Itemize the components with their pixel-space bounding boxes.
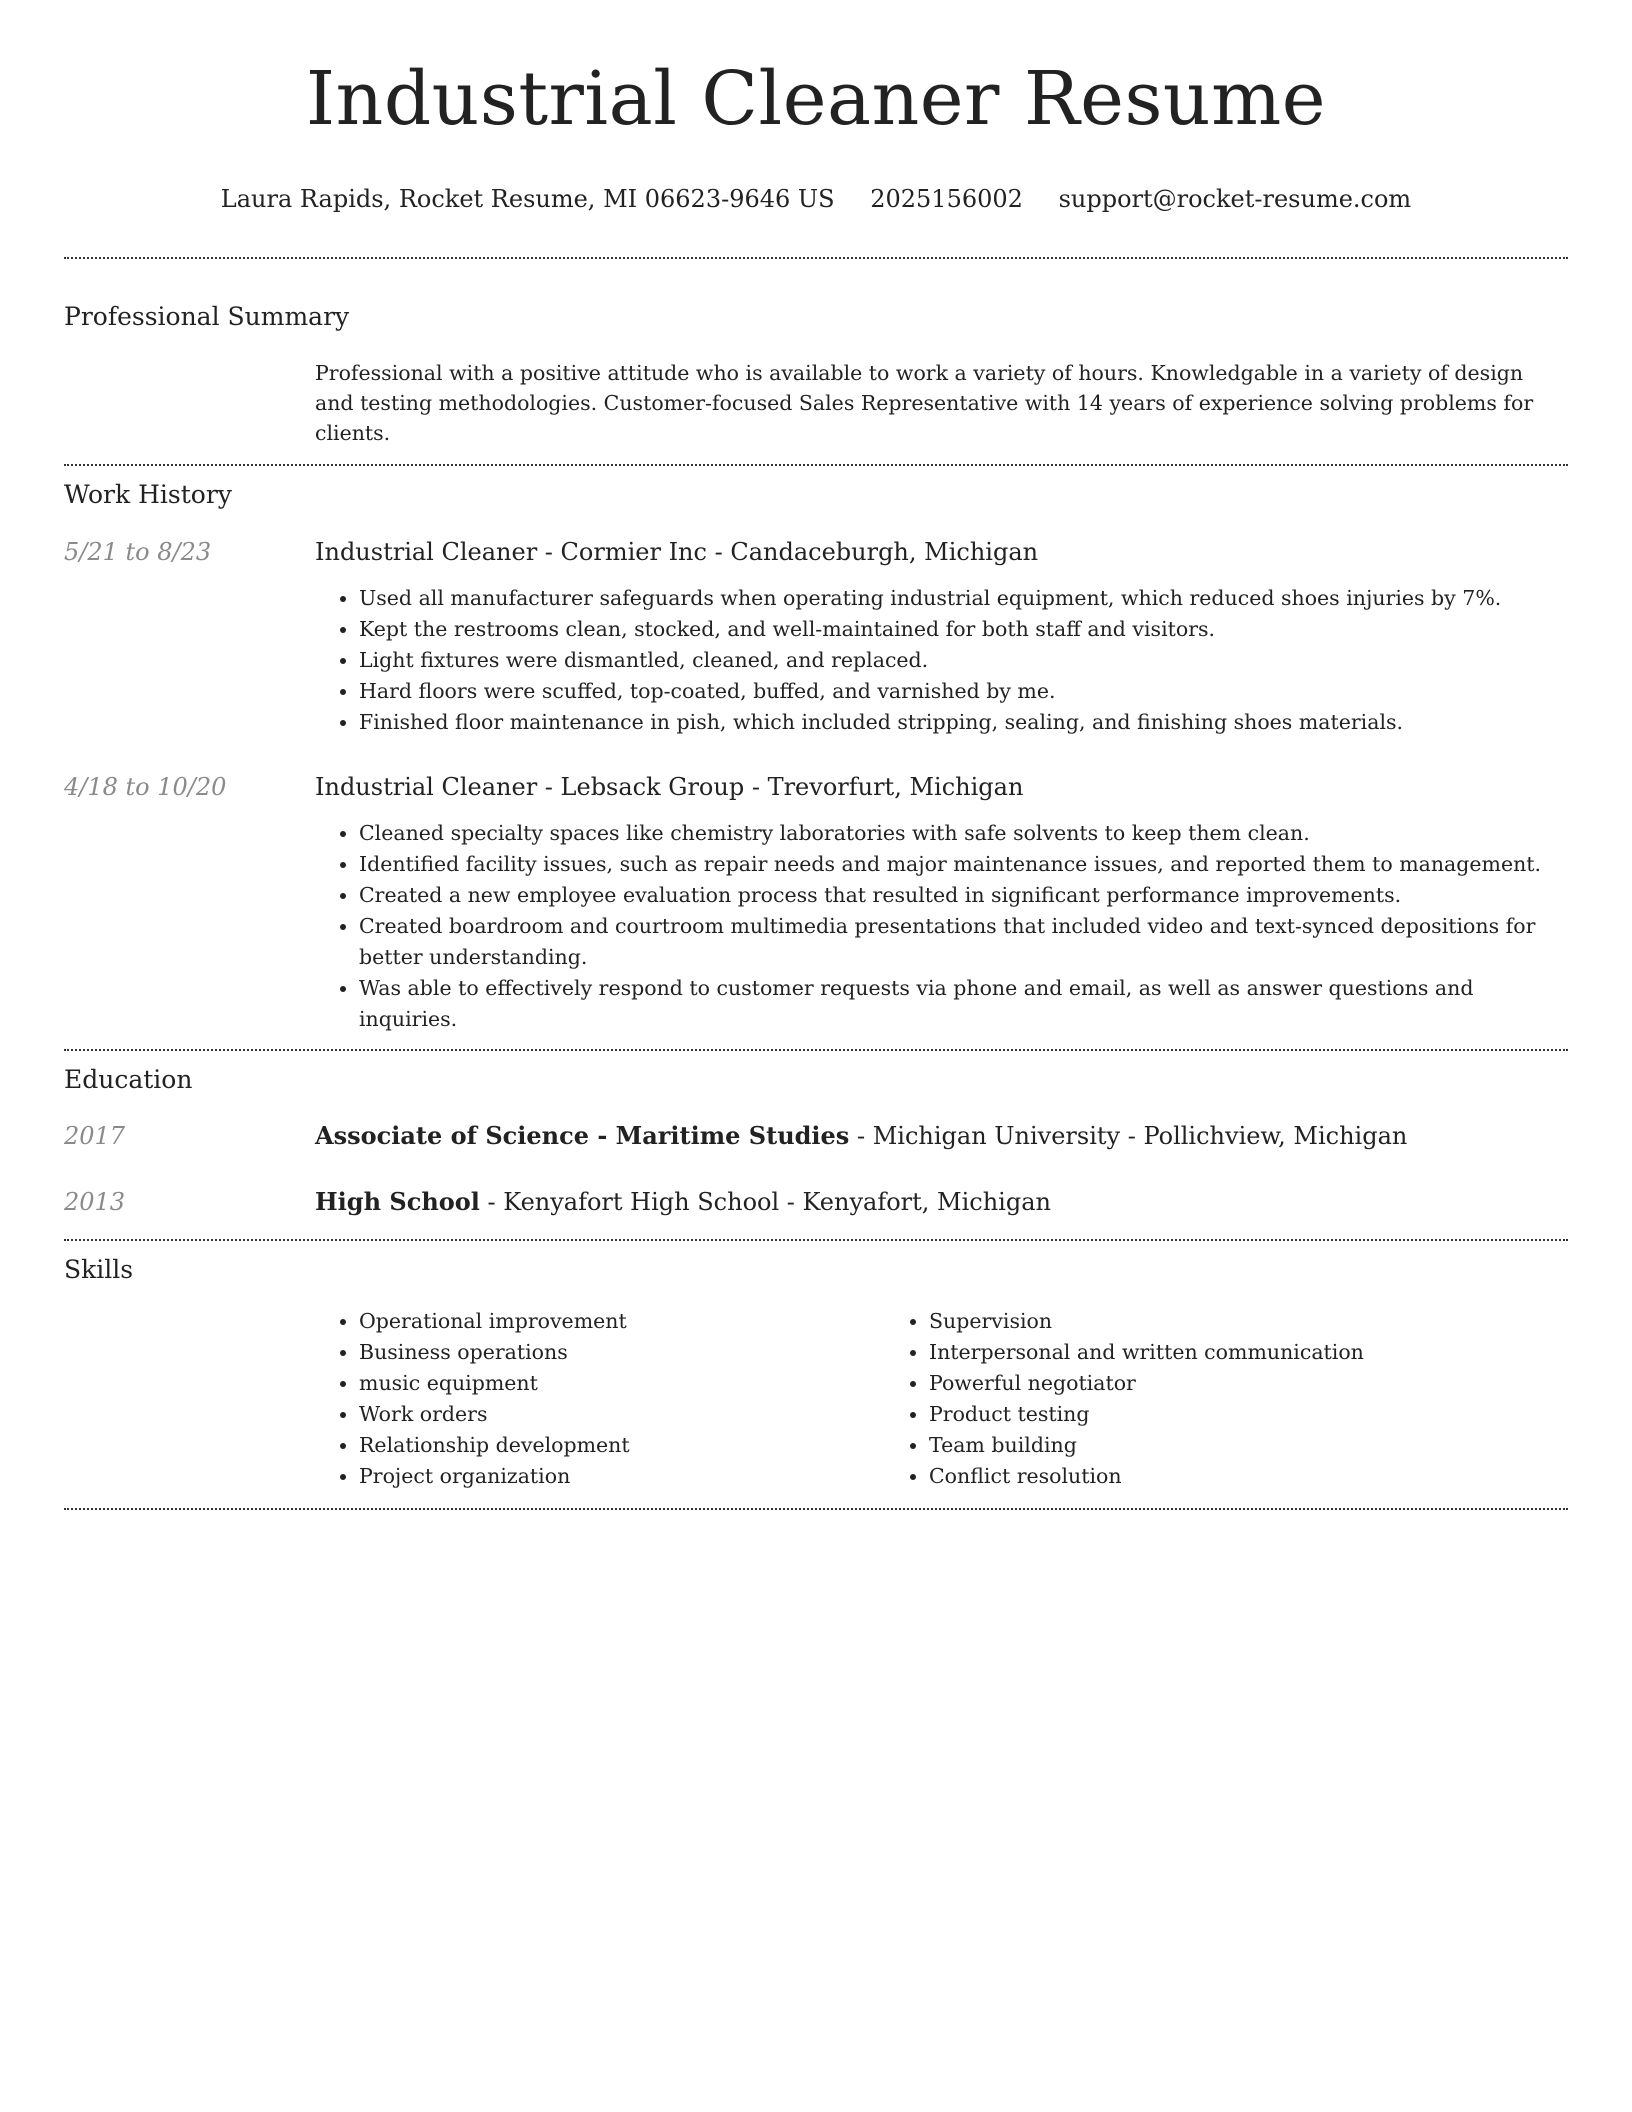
resume-title: Industrial Cleaner Resume — [305, 56, 1327, 142]
job-location: Trevorfurt, Michigan — [767, 773, 1024, 801]
skill-item: • Relationship development — [359, 1430, 885, 1461]
education-heading-line — [315, 1187, 1568, 1217]
job-bullet: • Identified facility issues, such as repair needs and major maintenance issues, and reported them to management. — [359, 849, 1568, 880]
skill-item: • Product testing — [929, 1399, 1364, 1430]
job-bullet: • Light fixtures were dismantled, cleaned, and replaced. — [359, 645, 1568, 676]
education-degree: Associate of Science - Maritime Studies — [315, 1121, 850, 1150]
skill-item: • Interpersonal and written communication — [929, 1337, 1364, 1368]
separator: - — [849, 1122, 873, 1150]
job-bullets — [315, 818, 1568, 1035]
job-bullet: • Kept the restrooms clean, stocked, and well-maintained for both staff and visitors. — [359, 614, 1568, 645]
education-year: 2017 — [64, 1122, 126, 1150]
skill-item: • Business operations — [359, 1337, 885, 1368]
job-dates: 5/21 to 8/23 — [64, 538, 212, 566]
job-entry — [64, 537, 1568, 738]
section-divider — [64, 257, 1568, 259]
separator: - — [1120, 1122, 1144, 1150]
education-degree: High School — [315, 1187, 480, 1216]
skill-item: • Work orders — [359, 1399, 885, 1430]
summary-text: Professional with a positive attitude who is available to work a variety of hours. Knowledgable in a variety of design and testing methodologies. Customer-focused Sales Representative with 14 years of experience solving problems for clients. — [315, 361, 1534, 445]
work-history-heading: Work History — [64, 480, 232, 509]
job-bullet: • Finished floor maintenance in pish, which included stripping, sealing, and finishing shoes materials. — [359, 707, 1568, 738]
skill-item: • Conflict resolution — [929, 1461, 1364, 1492]
job-details — [315, 537, 1568, 738]
separator: - — [706, 538, 731, 566]
education-entry — [64, 1121, 1568, 1151]
education-entry — [64, 1187, 1568, 1217]
job-bullet: • Hard floors were scuffed, top-coated, buffed, and varnished by me. — [359, 676, 1568, 707]
job-bullets — [315, 583, 1568, 738]
skill-item: • Team building — [929, 1430, 1364, 1461]
section-divider — [64, 464, 1568, 466]
job-bullet: • Created a new employee evaluation process that resulted in significant performance improvements. — [359, 880, 1568, 911]
job-heading — [315, 772, 1568, 802]
job-location: Candaceburgh, Michigan — [730, 538, 1039, 566]
education-location: Kenyafort, Michigan — [802, 1188, 1051, 1216]
skill-item: • music equipment — [359, 1368, 885, 1399]
contact-phone: 2025156002 — [870, 185, 1023, 213]
skills-list — [315, 1306, 1568, 1508]
separator: - — [537, 538, 561, 566]
skills-column-left — [315, 1306, 885, 1492]
education-location: Pollichview, Michigan — [1143, 1122, 1408, 1150]
separator: - — [537, 773, 561, 801]
job-bullet: • Was able to effectively respond to customer requests via phone and email, as well as answer questions and inquiries. — [359, 973, 1568, 1035]
skills-heading: Skills — [64, 1255, 134, 1284]
summary-heading: Professional Summary — [64, 302, 350, 331]
job-title: Industrial Cleaner — [315, 773, 538, 801]
education-heading: Education — [64, 1065, 193, 1094]
education-school: Michigan University — [872, 1122, 1121, 1150]
job-bullet: • Cleaned specialty spaces like chemistry laboratories with safe solvents to keep them clean. — [359, 818, 1568, 849]
contact-line — [64, 184, 1568, 214]
separator: - — [744, 773, 768, 801]
skill-item: • Project organization — [359, 1461, 885, 1492]
separator: - — [479, 1188, 504, 1216]
job-heading — [315, 537, 1568, 567]
job-details — [315, 772, 1568, 1035]
contact-address: Laura Rapids, Rocket Resume, MI 06623-9646 US — [220, 185, 835, 213]
section-divider — [64, 1508, 1568, 1510]
job-dates: 4/18 to 10/20 — [64, 773, 227, 801]
skills-column-right — [885, 1306, 1364, 1492]
job-entry — [64, 772, 1568, 1035]
skill-item: • Operational improvement — [359, 1306, 885, 1337]
job-company: Cormier Inc — [560, 538, 707, 566]
education-year: 2013 — [64, 1188, 126, 1216]
education-heading-line — [315, 1121, 1568, 1151]
section-divider — [64, 1049, 1568, 1051]
job-bullet: • Created boardroom and courtroom multimedia presentations that included video and text-synced depositions for better understanding. — [359, 911, 1568, 973]
job-title: Industrial Cleaner — [315, 538, 538, 566]
job-bullet: • Used all manufacturer safeguards when operating industrial equipment, which reduced shoes injuries by 7%. — [359, 583, 1568, 614]
education-school: Kenyafort High School — [503, 1188, 780, 1216]
skill-item: • Supervision — [929, 1306, 1364, 1337]
job-company: Lebsack Group — [560, 773, 745, 801]
skill-item: • Powerful negotiator — [929, 1368, 1364, 1399]
contact-email: support@rocket-resume.com — [1058, 185, 1412, 213]
section-divider — [64, 1239, 1568, 1241]
separator: - — [779, 1188, 803, 1216]
